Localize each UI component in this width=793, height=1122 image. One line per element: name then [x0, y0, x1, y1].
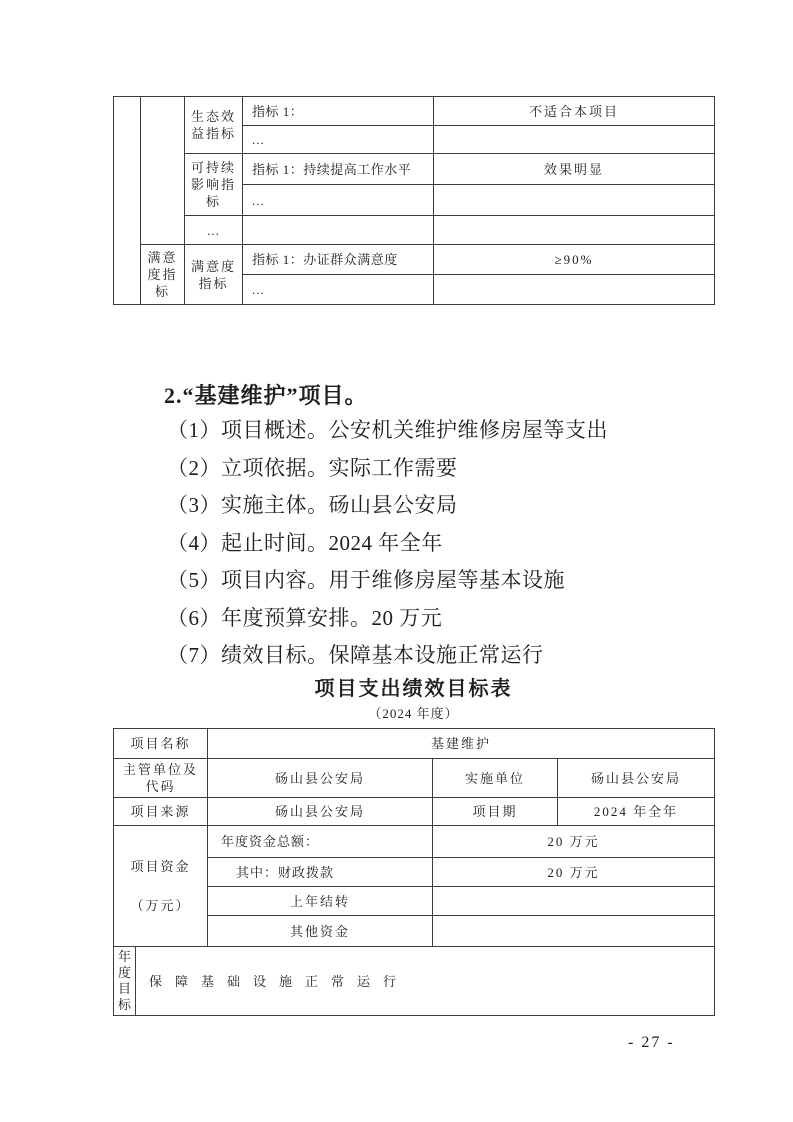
fund-carryover-value-cell: [433, 887, 715, 916]
indicator-table-left-spacer-cell: [114, 97, 141, 305]
indicator-value-cell: [434, 185, 715, 216]
category-cell-ecology: 生态效益指标: [185, 97, 243, 154]
fund-fiscal-value-cell: 20 万元: [433, 858, 715, 887]
goal-table-subtitle: （2024 年度）: [368, 706, 459, 721]
indicator-cell: [243, 216, 434, 245]
project-funds-label-line1: 项目资金: [130, 859, 191, 874]
indicator-cell: 指标 1：办证群众满意度: [243, 245, 434, 275]
indicator-value-cell: [434, 275, 715, 305]
fund-carryover-label-cell: 上年结转: [208, 887, 433, 916]
fund-total-value-cell: 20 万元: [433, 826, 715, 858]
supervisor-label-cell: 主管单位及代码: [114, 759, 208, 798]
list-item: （7）绩效目标。保障基本设施正常运行: [167, 643, 544, 667]
list-item: （6）年度预算安排。20 万元: [167, 605, 443, 630]
list-item: （3）实施主体。砀山县公安局: [167, 493, 458, 517]
list-item: （5）项目内容。用于维修房屋等基本设施: [167, 568, 565, 592]
page-number: - 27 -: [628, 1034, 675, 1051]
fund-total-label-cell: 年度资金总额：: [208, 826, 433, 858]
project-source-value-cell: 砀山县公安局: [208, 798, 433, 826]
goal-table: [113, 728, 715, 1016]
indicator-value-cell: [434, 126, 715, 154]
indicator-value-cell: 不适合本项目: [434, 97, 715, 126]
project-period-label-cell: 项目期: [433, 798, 558, 826]
project-funds-label-cell: [114, 826, 208, 947]
category-cell-satisfaction: 满意度指标: [185, 245, 243, 305]
project-detail-list: [167, 412, 608, 675]
project-funds-label-line2: （万元）: [130, 898, 191, 913]
indicator-cell: 指标 1：: [243, 97, 434, 126]
category-cell-sustainability: 可持续影响指标: [185, 154, 243, 216]
fund-fiscal-label-cell: 其中：财政拨款: [208, 858, 433, 887]
project-name-value-cell: 基建维护: [208, 729, 715, 759]
indicator-cell: 指标 1：持续提高工作水平: [243, 154, 434, 185]
annual-goal-label-cell: 年度目标: [114, 947, 136, 1016]
section-heading: 2.“基建维护”项目。: [164, 383, 368, 408]
implementing-unit-label-cell: 实施单位: [433, 759, 558, 798]
project-source-label-cell: 项目来源: [114, 798, 208, 826]
list-item: （2）立项依据。实际工作需要: [167, 455, 458, 480]
indicator-table: [113, 96, 715, 305]
indicator-cell-ellipsis: ...: [243, 126, 434, 154]
implementing-unit-value-cell: 砀山县公安局: [558, 759, 715, 798]
fund-other-value-cell: [433, 916, 715, 947]
goal-table-title: 项目支出绩效目标表: [314, 678, 513, 700]
indicator-cell-ellipsis: ...: [243, 275, 434, 305]
project-period-value-cell: 2024 年全年: [558, 798, 715, 826]
annual-goal-value-cell: 保障基础设施正常运行: [136, 947, 715, 1016]
indicator-table-group-spacer-cell: [141, 97, 185, 245]
indicator-value-cell: [434, 216, 715, 245]
group-cell-satisfaction: 满意度指标: [141, 245, 185, 305]
indicator-cell-ellipsis: ...: [243, 185, 434, 216]
indicator-value-cell: 效果明显: [434, 154, 715, 185]
fund-other-label-cell: 其他资金: [208, 916, 433, 947]
indicator-value-cell: ≥90%: [434, 245, 715, 275]
supervisor-value-cell: 砀山县公安局: [208, 759, 433, 798]
list-item: （1）项目概述。公安机关维护维修房屋等支出: [167, 418, 608, 442]
list-item: （4）起止时间。2024 年全年: [167, 530, 443, 555]
project-name-label-cell: 项目名称: [114, 729, 208, 759]
category-cell-ellipsis: ...: [185, 216, 243, 245]
